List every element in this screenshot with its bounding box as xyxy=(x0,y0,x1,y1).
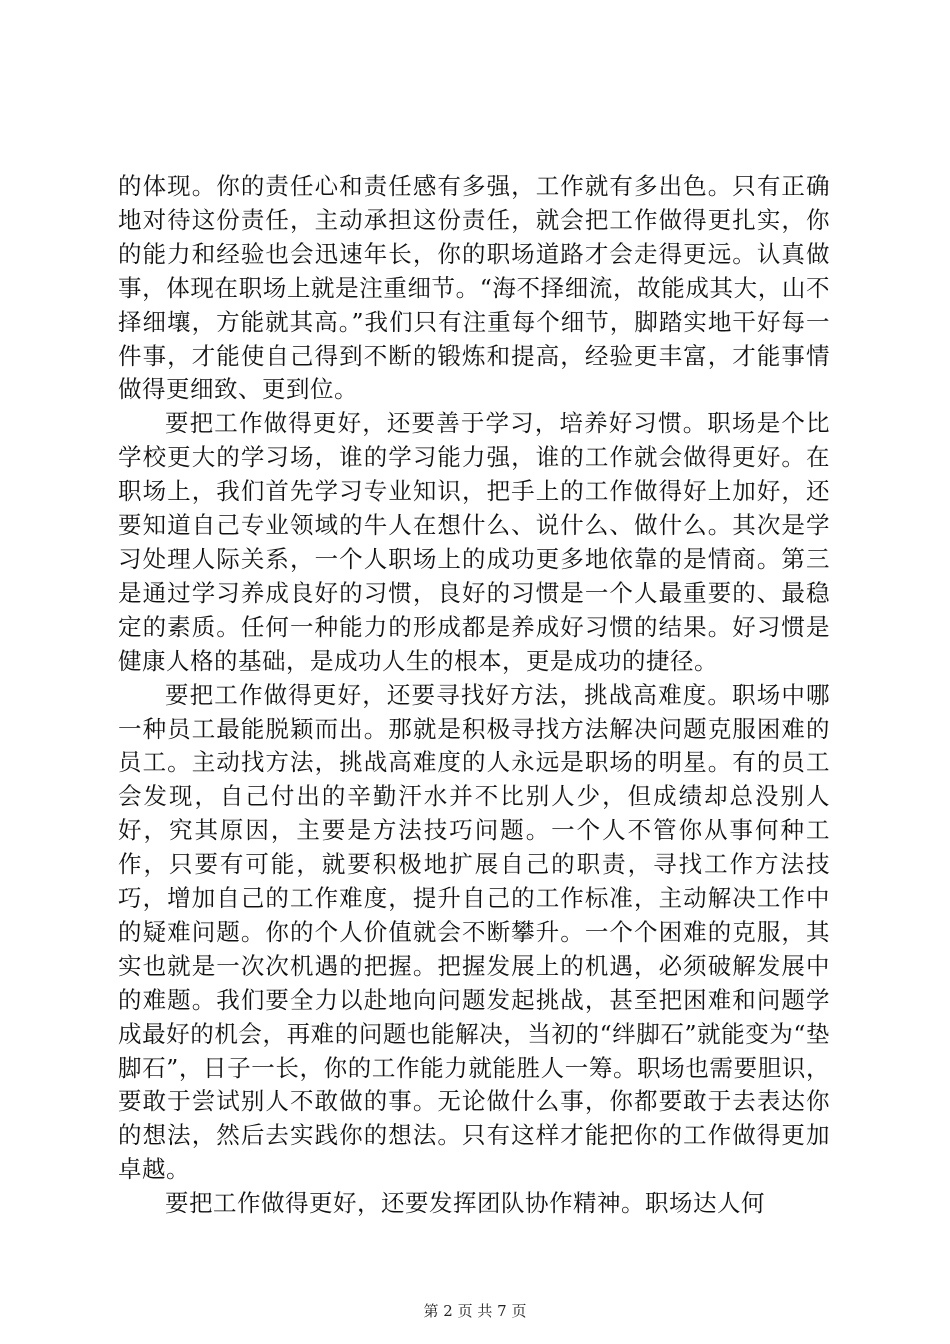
paragraph-3: 要把工作做得更好，还要寻找好方法，挑战高难度。职场中哪一种员工最能脱颖而出。那就是积极寻找方法解决问题克服困难的员工。主动找方法，挑战高难度的人永远是职场的明星。有的员工会发现，自己付出的辛勤汗水并不比别人少，但成绩却总没别人好，究其原因，主要是方法技巧问题。一个人不管你从事何种工作，只要有可能，就要积极地扩展自己的职责，寻找工作方法技巧，增加自己的工作难度，提升自己的工作标准，主动解决工作中的疑难问题。你的个人价值就会不断攀升。一个个困难的克服，其实也就是一次次机遇的把握。把握发展上的机遇，必须破解发展中的难题。我们要全力以赴地向问题发起挑战，甚至把困难和问题学成最好的机会，再难的问题也能解决，当初的“绊脚石”就能变为“垫脚石”，日子一长，你的工作能力就能胜人一筹。职场也需要胆识，要敢于尝试别人不敢做的事。无论做什么事，你都要敢于去表达你的想法，然后去实践你的想法。只有这样才能把你的工作做得更加卓越。 xyxy=(118,680,830,1184)
paragraph-4: 要把工作做得更好，还要发挥团队协作精神。职场达人何 xyxy=(165,1189,765,1218)
page-number-footer: 第 2 页 共 7 页 xyxy=(423,1302,527,1320)
paragraph-1: 的体现。你的责任心和责任感有多强，工作就有多出色。只有正确地对待这份责任，主动承担这份责任，就会把工作做得更扎实，你的能力和经验也会迅速年长，你的职场道路才会走得更远。认真做事，体现在职场上就是注重细节。“海不择细流，故能成其大，山不择细壤，方能就其高。”我们只有注重每个细节，脚踏实地干好每一件事，才能使自己得到不断的锻炼和提高，经验更丰富，才能事情做得更细致、更到位。 xyxy=(118,172,830,404)
document-body xyxy=(118,170,830,1221)
paragraph-2: 要把工作做得更好，还要善于学习，培养好习惯。职场是个比学校更大的学习场，谁的学习能力强，谁的工作就会做得更好。在职场上，我们首先学习专业知识，把手上的工作做得好上加好，还要知道自己专业领域的牛人在想什么、说什么、做什么。其次是学习处理人际关系，一个人职场上的成功更多地依靠的是情商。第三是通过学习养成良好的习惯，良好的习惯是一个人最重要的、最稳定的素质。任何一种能力的形成都是养成好习惯的结果。好习惯是健康人格的基础，是成功人生的根本，更是成功的捷径。 xyxy=(118,409,830,675)
